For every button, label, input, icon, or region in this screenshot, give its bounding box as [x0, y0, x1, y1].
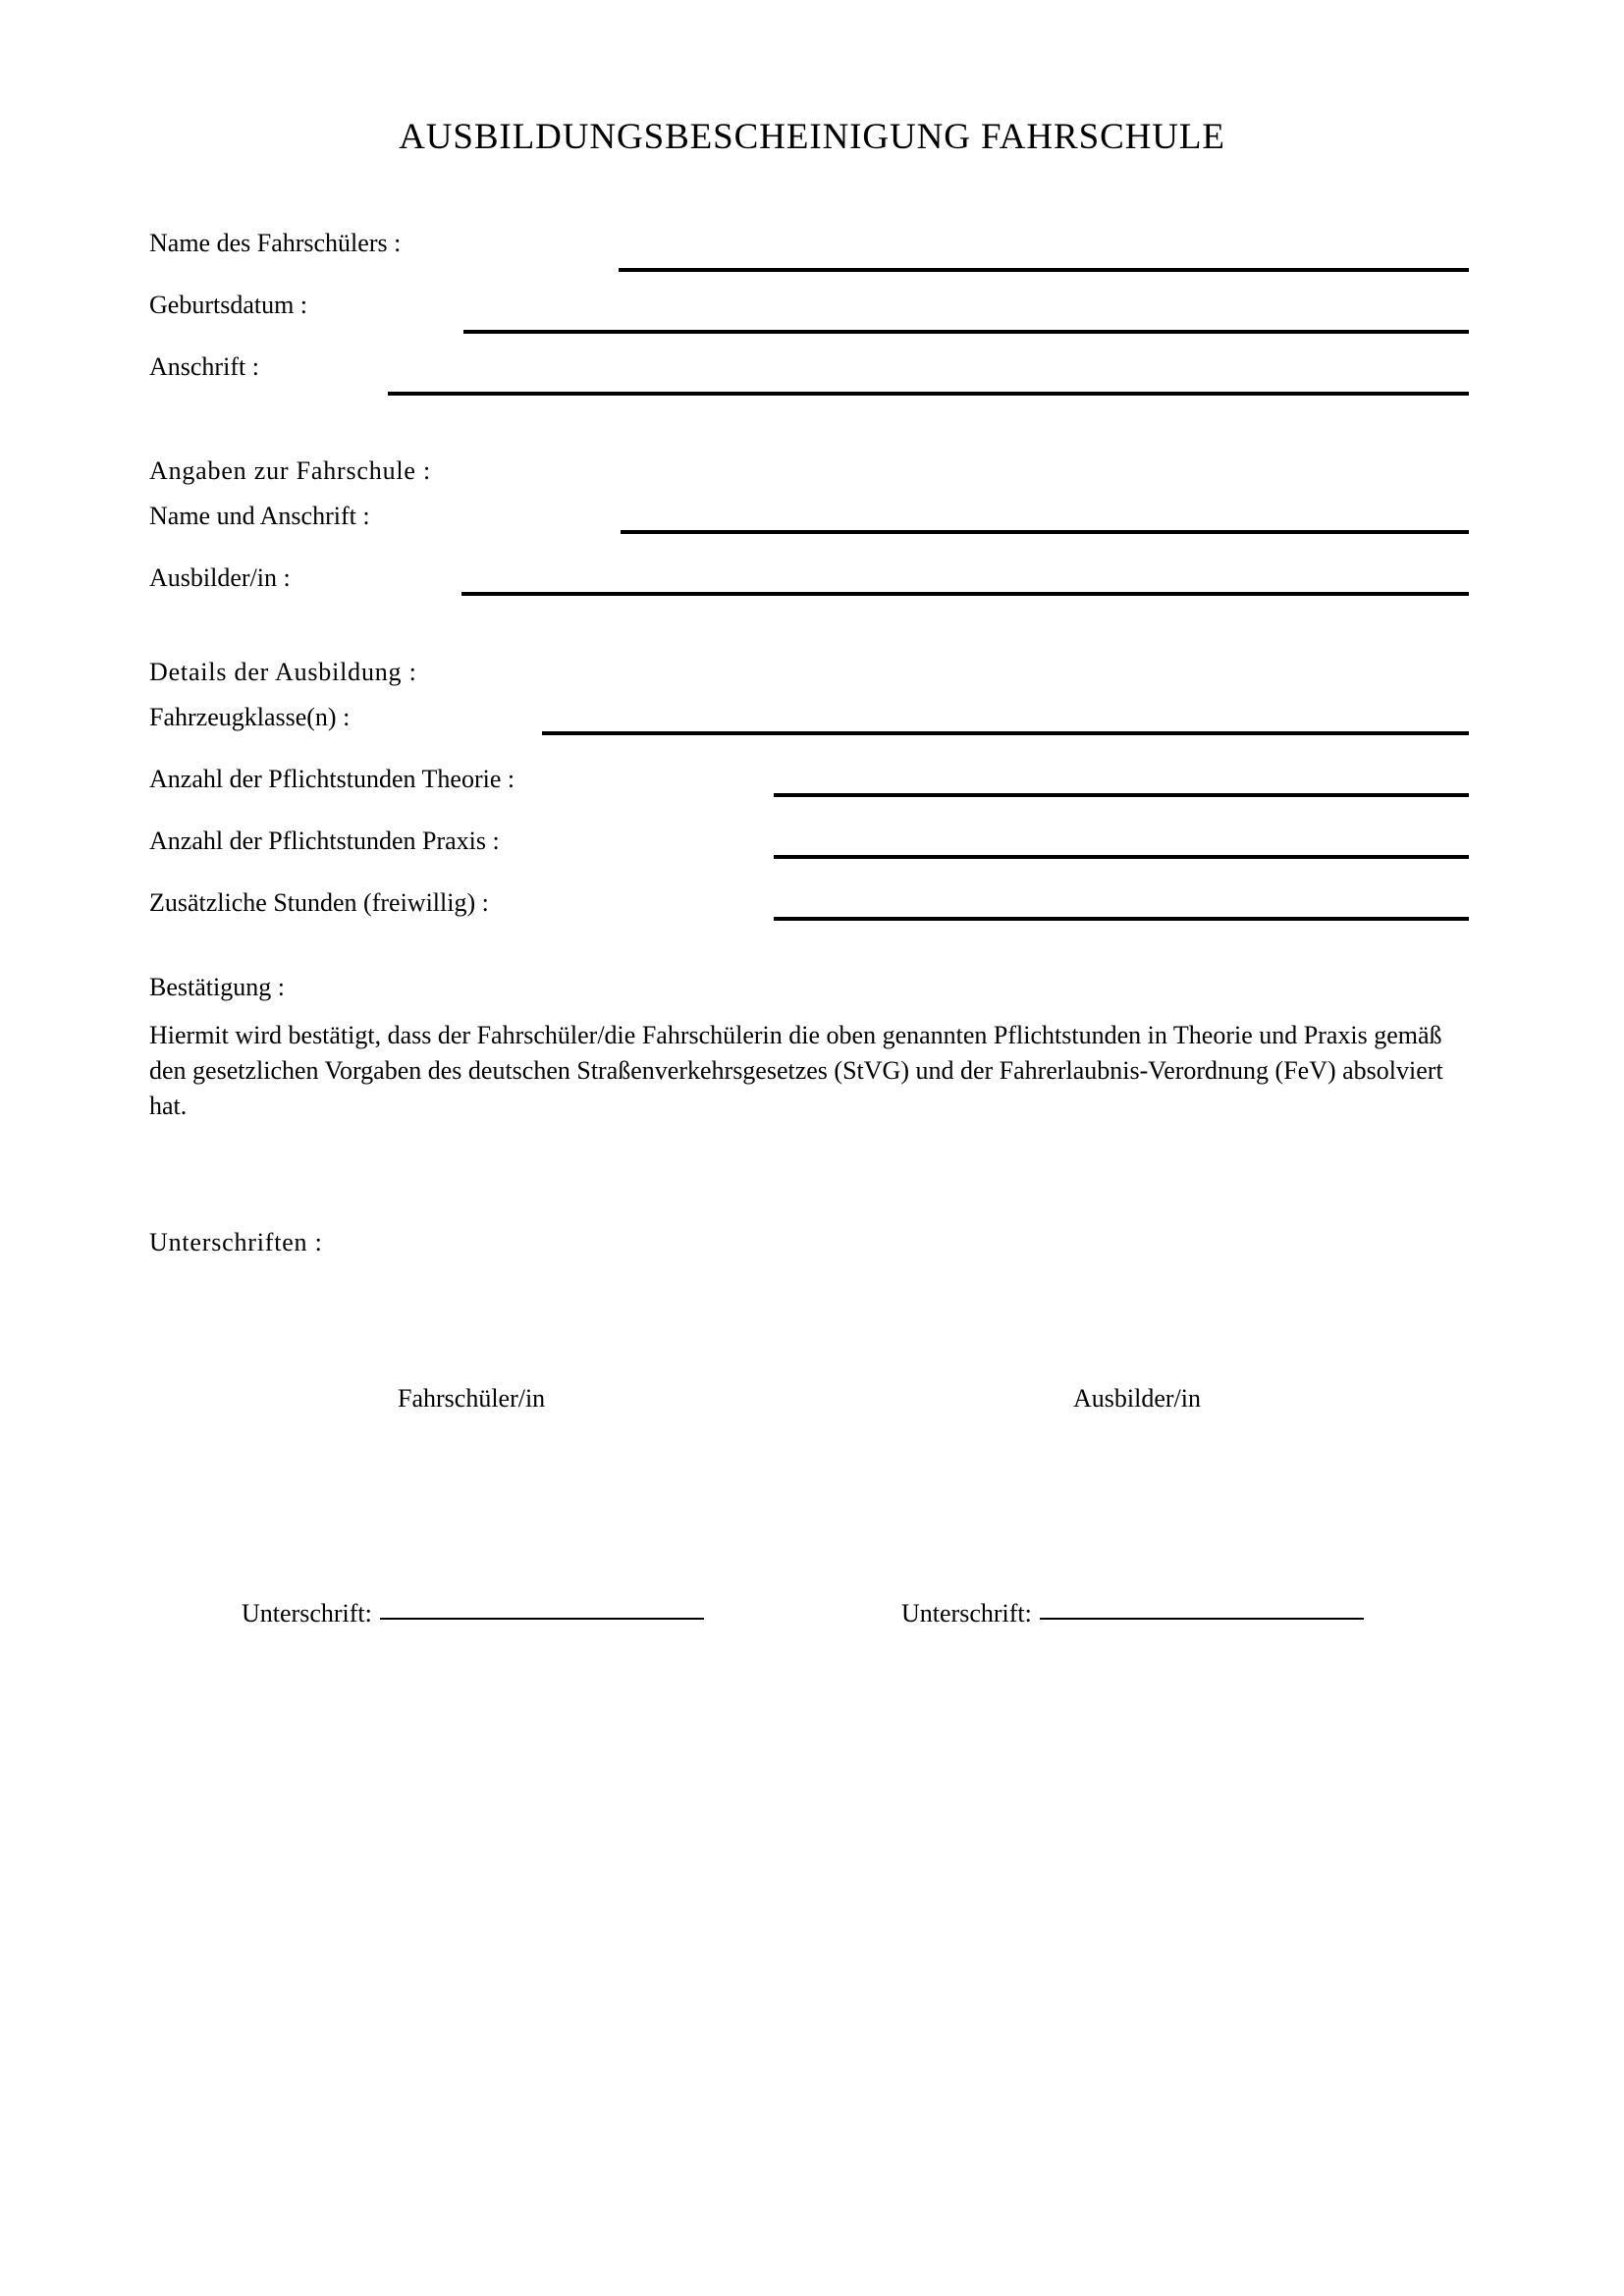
heading-signatures: Unterschriften : — [149, 1228, 323, 1256]
signature-field-student[interactable] — [242, 1598, 704, 1629]
fill-line-instructor[interactable] — [461, 592, 1469, 596]
heading-confirmation: Bestätigung : — [149, 973, 285, 1001]
fill-line-student-name[interactable] — [619, 268, 1469, 272]
signature-role-student: Fahrschüler/in — [398, 1384, 546, 1413]
fill-line-theory-hours[interactable] — [774, 793, 1469, 797]
fill-line-vehicle-class[interactable] — [542, 731, 1469, 735]
signature-label-instructor: Unterschrift: — [901, 1599, 1032, 1628]
signature-label-student: Unterschrift: — [242, 1599, 372, 1628]
signature-underline-instructor[interactable] — [1040, 1598, 1364, 1620]
heading-driving-school: Angaben zur Fahrschule : — [149, 456, 432, 485]
label-birthdate: Geburtsdatum : — [149, 291, 308, 319]
label-theory-hours: Anzahl der Pflichtstunden Theorie : — [149, 765, 515, 793]
label-practice-hours: Anzahl der Pflichtstunden Praxis : — [149, 827, 500, 855]
label-vehicle-class: Fahrzeugklasse(n) : — [149, 703, 351, 731]
fill-line-address[interactable] — [388, 392, 1469, 396]
signature-field-instructor[interactable] — [901, 1598, 1364, 1629]
fill-line-school-name-address[interactable] — [621, 530, 1469, 534]
signature-role-instructor: Ausbilder/in — [1073, 1384, 1201, 1413]
label-extra-hours: Zusätzliche Stunden (freiwillig) : — [149, 888, 489, 917]
confirmation-text: Hiermit wird bestätigt, dass der Fahrschüler/die Fahrschülerin die oben genannten Pflichtstunden in Theorie und Praxis gemäß den gesetzlichen Vorgaben des deutschen Straßenverkehrsgesetzes (StVG) und der Fahrerlaubnis-Verordnung (FeV) absolviert hat. — [149, 1021, 1443, 1120]
label-instructor: Ausbilder/in : — [149, 563, 291, 592]
label-student-name: Name des Fahrschülers : — [149, 229, 402, 257]
heading-training-details: Details der Ausbildung : — [149, 658, 417, 686]
signature-underline-student[interactable] — [380, 1598, 704, 1620]
fill-line-practice-hours[interactable] — [774, 855, 1469, 859]
page-title: AUSBILDUNGSBESCHEINIGUNG FAHRSCHULE — [399, 117, 1225, 157]
label-address: Anschrift : — [149, 352, 259, 381]
fill-line-birthdate[interactable] — [463, 330, 1469, 334]
label-school-name-address: Name und Anschrift : — [149, 502, 370, 530]
fill-line-extra-hours[interactable] — [774, 917, 1469, 921]
